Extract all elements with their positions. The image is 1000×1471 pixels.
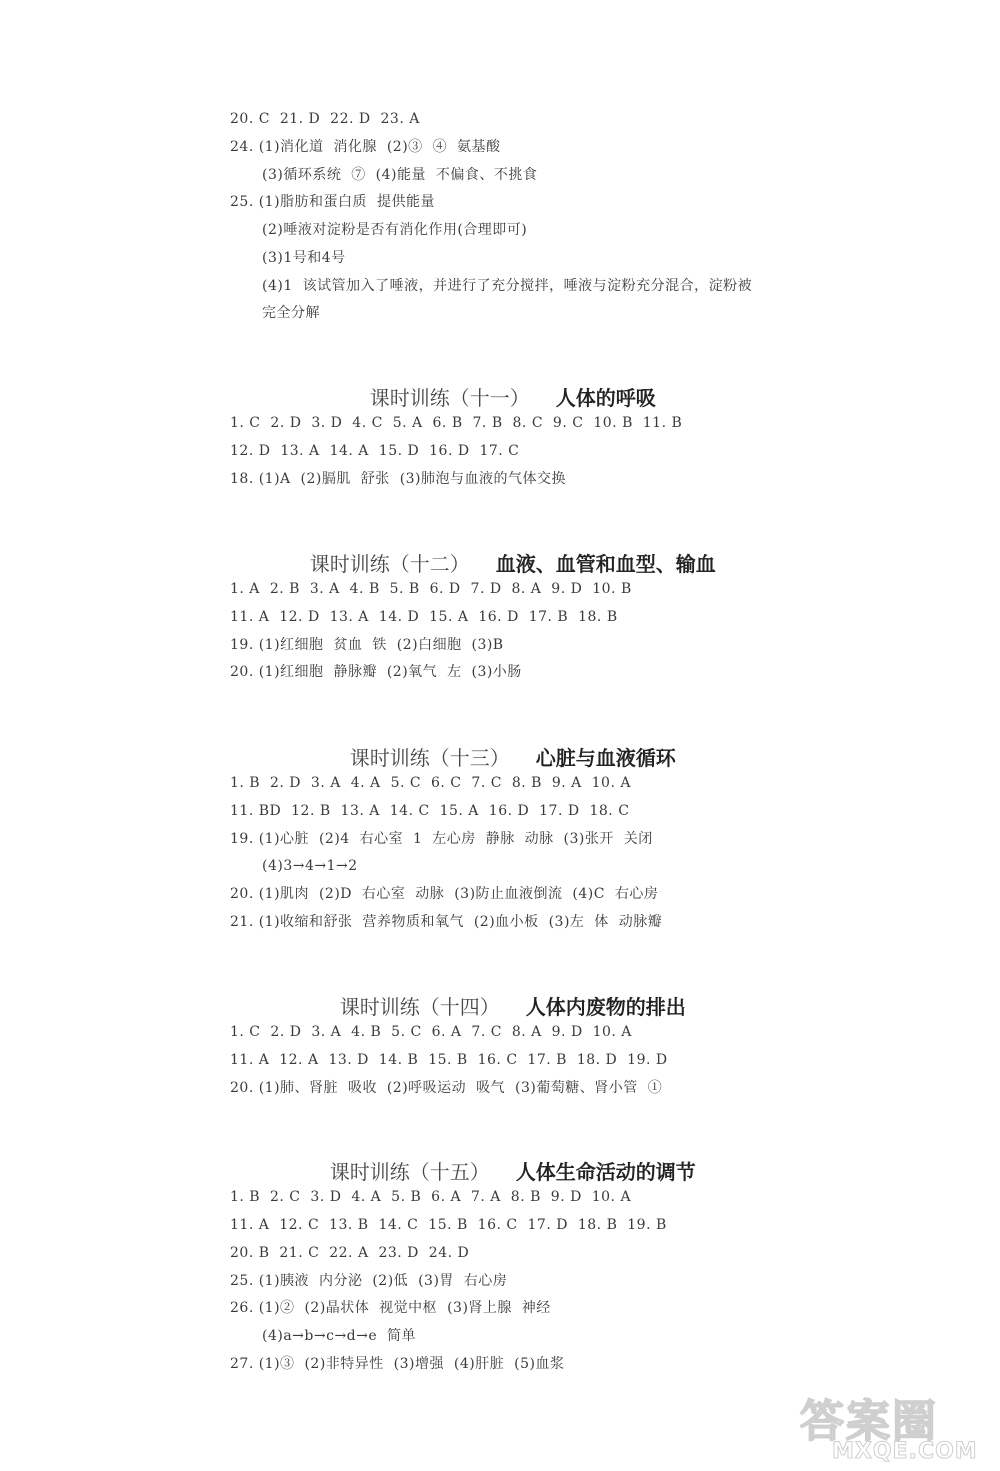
answer-line: 11. A 12. C 13. B 14. C 15. B 16. C 17. D 18. B 19. B bbox=[230, 1217, 667, 1233]
answer-line: 18. (1)A (2)膈肌 舒张 (3)肺泡与血液的气体交换 bbox=[230, 471, 567, 487]
watermark-url: MXQE.COM bbox=[832, 1439, 978, 1464]
answer-line: 1. A 2. B 3. A 4. B 5. B 6. D 7. D 8. A 9. D 10. B bbox=[230, 581, 632, 597]
answer-line: 1. C 2. D 3. D 4. C 5. A 6. B 7. B 8. C 9. C 10. B 11. B bbox=[230, 415, 683, 431]
answer-line: 1. B 2. C 3. D 4. A 5. B 6. A 7. A 8. B 9. D 10. A bbox=[230, 1189, 632, 1205]
section-label: 课时训练（十四） bbox=[339, 995, 500, 1019]
answer-line: 20. (1)红细胞 静脉瓣 (2)氧气 左 (3)小肠 bbox=[230, 664, 522, 680]
section-title: 人体生命活动的调节 bbox=[515, 1160, 696, 1184]
answer-line: (3)1号和4号 bbox=[262, 250, 346, 266]
answer-line: 20. (1)肺、肾脏 吸收 (2)呼吸运动 吸气 (3)葡萄糖、肾小管 ① bbox=[230, 1080, 663, 1096]
answer-line: 21. (1)收缩和舒张 营养物质和氧气 (2)血小板 (3)左 体 动脉瓣 bbox=[230, 914, 663, 930]
answer-line: 27. (1)③ (2)非特异性 (3)增强 (4)肝脏 (5)血浆 bbox=[230, 1356, 565, 1372]
section-title: 人体内废物的排出 bbox=[525, 995, 686, 1019]
answer-line: 11. BD 12. B 13. A 14. C 15. A 16. D 17. D 18. C bbox=[230, 803, 630, 819]
answer-line: 11. A 12. D 13. A 14. D 15. A 16. D 17. B 18. B bbox=[230, 609, 618, 625]
answer-line: 1. C 2. D 3. A 4. B 5. C 6. A 7. C 8. A 9. D 10. A bbox=[230, 1024, 632, 1040]
answer-line: 25. (1)胰液 内分泌 (2)低 (3)胃 右心房 bbox=[230, 1273, 508, 1289]
answer-line: 20. C 21. D 22. D 23. A bbox=[230, 111, 420, 127]
answer-line: 12. D 13. A 14. A 15. D 16. D 17. C bbox=[230, 443, 520, 459]
answer-line: 20. (1)肌肉 (2)D 右心室 动脉 (3)防止血液倒流 (4)C 右心房 bbox=[230, 886, 659, 902]
watermark-logo-text: 答案圈 bbox=[800, 1396, 938, 1447]
section-title: 心脏与血液循环 bbox=[535, 746, 676, 770]
answer-line: (4)a→b→c→d→e 简单 bbox=[262, 1328, 417, 1344]
answer-line: (4)3→4→1→2 bbox=[262, 858, 358, 874]
answer-line: 19. (1)心脏 (2)4 右心室 1 左心房 静脉 动脉 (3)张开 关闭 bbox=[230, 831, 653, 847]
answer-line: (4)1 该试管加入了唾液，并进行了充分搅拌，唾液与淀粉充分混合，淀粉被 bbox=[262, 278, 753, 294]
answer-line: (3)循环系统 ⑦ (4)能量 不偏食、不挑食 bbox=[262, 167, 538, 183]
site-watermark bbox=[800, 1385, 985, 1465]
answer-line: 20. B 21. C 22. A 23. D 24. D bbox=[230, 1245, 470, 1261]
answer-line: 25. (1)脂肪和蛋白质 提供能量 bbox=[230, 194, 435, 210]
answer-line: (2)唾液对淀粉是否有消化作用(合理即可) bbox=[262, 222, 528, 238]
section-label: 课时训练（十二） bbox=[309, 552, 470, 576]
answer-line: 完全分解 bbox=[262, 305, 320, 321]
section-title: 血液、血管和血型、输血 bbox=[495, 552, 716, 576]
answer-line: 26. (1)② (2)晶状体 视觉中枢 (3)肾上腺 神经 bbox=[230, 1300, 551, 1316]
answer-line: 24. (1)消化道 消化腺 (2)③ ④ 氨基酸 bbox=[230, 139, 501, 155]
answer-line: 11. A 12. A 13. D 14. B 15. B 16. C 17. B 18. D 19. D bbox=[230, 1052, 668, 1068]
section-title: 人体的呼吸 bbox=[555, 386, 656, 410]
section-label: 课时训练（十一） bbox=[369, 386, 530, 410]
answer-line: 1. B 2. D 3. A 4. A 5. C 6. C 7. C 8. B 9. A 10. A bbox=[230, 775, 631, 791]
section-label: 课时训练（十三） bbox=[349, 746, 510, 770]
answer-line: 19. (1)红细胞 贫血 铁 (2)白细胞 (3)B bbox=[230, 637, 504, 653]
section-label: 课时训练（十五） bbox=[329, 1160, 490, 1184]
